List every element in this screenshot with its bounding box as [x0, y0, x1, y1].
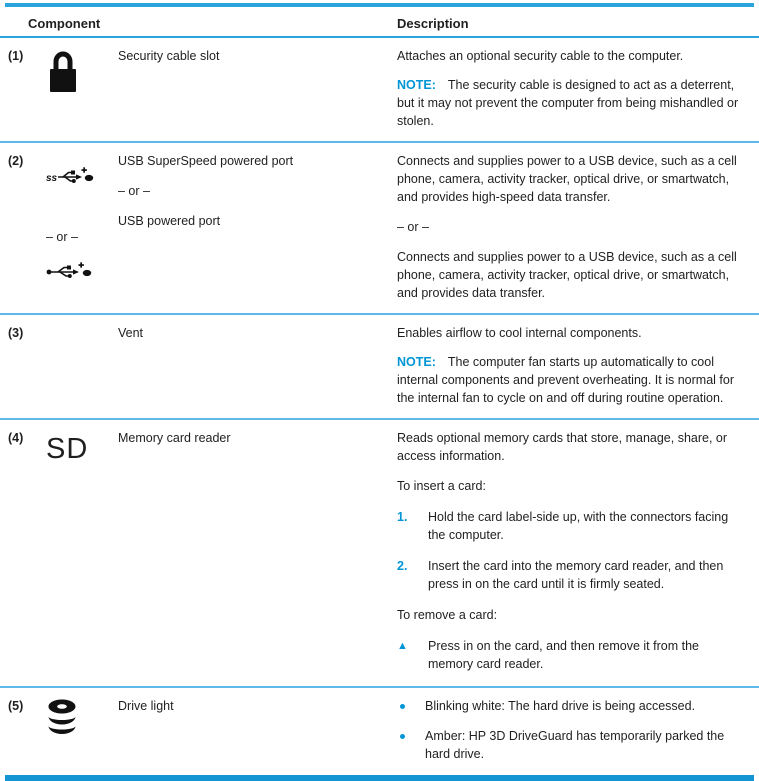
usb-powered-icon [46, 260, 118, 287]
description-column-header: Description [397, 16, 469, 31]
step-number: 1. [397, 510, 408, 524]
component-number: (2) [8, 154, 24, 168]
table-row [0, 418, 759, 686]
component-number: (1) [8, 49, 24, 63]
component-name: Drive light [118, 699, 174, 713]
component-number: (4) [8, 431, 24, 445]
note-paragraph [397, 76, 745, 130]
bottom-rule [5, 775, 754, 781]
table-row [0, 38, 759, 141]
insert-heading: To insert a card: [397, 479, 486, 493]
icon-cell [40, 429, 118, 686]
icon-cell [40, 697, 118, 775]
component-column-header: Component [28, 16, 101, 31]
description-cell [397, 324, 745, 418]
bullet-text: Amber: HP 3D DriveGuard has temporarily parked the hard drive. [425, 729, 725, 761]
description-cell [397, 429, 745, 686]
note-label: NOTE: [397, 78, 436, 92]
security-lock-icon [46, 85, 80, 99]
table-row [0, 141, 759, 313]
icon-cell [40, 324, 118, 418]
component-number: (3) [8, 326, 24, 340]
step-text: Hold the card label-side up, with the connectors facing the computer. [428, 510, 729, 542]
step-text: Insert the card into the memory card reader, and then press in on the card until it is firmly seated. [428, 559, 724, 591]
icon-cell [40, 47, 118, 141]
description-text: Connects and supplies power to a USB device, such as a cell phone, camera, activity tracker, optical drive, or smartwatch, and provides data transfer. [397, 250, 737, 300]
description-text: Enables airflow to cool internal components. [397, 326, 642, 340]
icon-cell [40, 152, 118, 313]
step-text: Press in on the card, and then remove it from the memory card reader. [428, 639, 699, 671]
bullet-item [397, 697, 745, 715]
component-number: (5) [8, 699, 24, 713]
bullet-icon [400, 734, 405, 739]
or-label: – or – [118, 184, 150, 198]
triangle-marker-icon: ▲ [397, 640, 408, 652]
description-text: Connects and supplies power to a USB device, such as a cell phone, camera, activity tracker, optical drive, or smartwatch, and provides high-speed data transfer. [397, 154, 737, 204]
step-number: 2. [397, 559, 408, 573]
bullet-text: Blinking white: The hard drive is being accessed. [425, 699, 696, 713]
component-name: Security cable slot [118, 49, 220, 63]
component-name: Memory card reader [118, 431, 231, 445]
note-text: The security cable is designed to act as a deterrent, but it may not prevent the computer from being mishandled or stolen. [397, 78, 739, 128]
or-label: – or – [397, 220, 429, 234]
manual-page [0, 3, 759, 761]
note-label: NOTE: [397, 355, 436, 369]
usb-superspeed-powered-icon [46, 165, 118, 192]
svg-text:ss: ss [46, 173, 58, 184]
component-name: USB SuperSpeed powered port [118, 154, 294, 168]
step-item [397, 508, 745, 544]
remove-heading: To remove a card: [397, 608, 498, 622]
component-name: USB powered port [118, 214, 221, 228]
bullet-icon [400, 704, 405, 709]
table-header [0, 7, 759, 38]
table-row [0, 686, 759, 775]
note-text: The computer fan starts up automatically to cool internal components and prevent overheating. It is normal for the internal fan to cycle on and off during routine operation. [397, 355, 734, 405]
remove-step-item [397, 637, 745, 673]
drive-light-icon [46, 726, 78, 740]
sd-card-icon: SD [46, 433, 89, 465]
description-cell [397, 152, 745, 313]
icon-or-label: – or – [46, 230, 78, 244]
description-text: Reads optional memory cards that store, manage, share, or access information. [397, 431, 728, 463]
step-item [397, 557, 745, 593]
note-paragraph [397, 353, 745, 407]
component-name-cell [118, 152, 397, 313]
description-text: Attaches an optional security cable to the computer. [397, 49, 684, 63]
description-cell [397, 697, 745, 775]
bullet-item [397, 727, 745, 763]
table-row [0, 313, 759, 418]
component-name: Vent [118, 326, 144, 340]
description-cell [397, 47, 745, 141]
